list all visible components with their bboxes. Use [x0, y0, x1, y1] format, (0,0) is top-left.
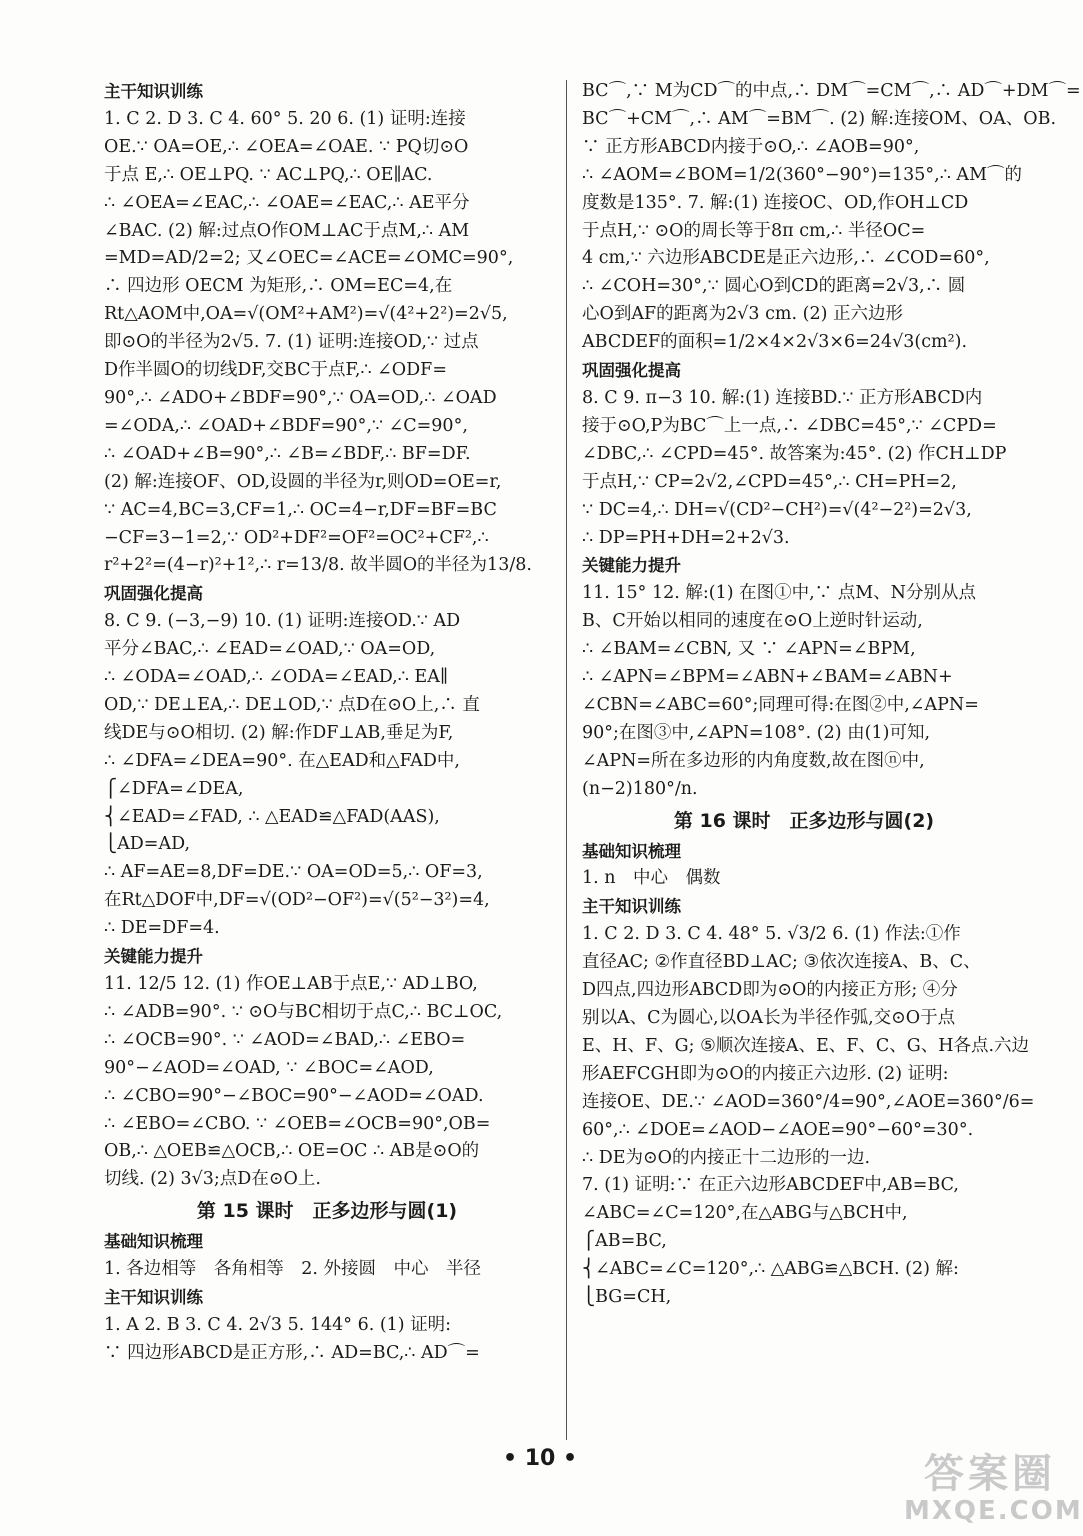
text-line: ∴ ∠EBO=∠CBO. ∵ ∠OEB=∠OCB=90°,OB= [104, 1113, 491, 1134]
section-heading: 巩固强化提高 [582, 361, 681, 381]
lesson-title: 第 16 课时 正多边形与圆(2) [673, 809, 935, 832]
text-line: ∠BAC. (2) 解:过点O作OM⊥AC于点M,∴ AM [104, 220, 470, 241]
text-line: ∴ DE为⊙O的内接正十二边形的一边. [582, 1147, 871, 1168]
text-line: 于点 E,∴ OE⊥PQ. ∵ AC⊥PQ,∴ OE∥AC. [104, 164, 433, 185]
text-line: 60°,∴ ∠DOE=∠AOD−∠AOE=90°−60°=30°. [582, 1119, 974, 1140]
text-line: OD,∵ DE⊥EA,∴ DE⊥OD,∵ 点D在⊙O上,∴ 直 [104, 694, 480, 715]
text-line: ∵ AC=4,BC=3,CF=1,∴ OC=4−r,DF=BF=BC [104, 499, 497, 520]
text-line: ∴ ∠DFA=∠DEA=90°. 在△EAD和△FAD中, [104, 750, 460, 771]
text-line: 即⊙O的半径为2√5. 7. (1) 证明:连接OD,∵ 过点 [104, 332, 479, 353]
text-line: ∠CBN=∠ABC=60°;同理可得:在图②中,∠APN= [582, 694, 979, 715]
text-line: 接于⊙O,P为BC⌒上一点,∴ ∠DBC=45°,∵ ∠CPD= [582, 415, 997, 436]
text-line: =∠ODA,∴ ∠OAD+∠BDF=90°,∵ ∠C=90°, [104, 415, 468, 436]
text-line: 于点H,∵ ⊙O的周长等于8π cm,∴ 半径OC= [582, 220, 926, 241]
watermark-bottom: MXQE.COM [904, 1496, 1083, 1526]
text-line: ∴ ∠COH=30°,∵ 圆心O到CD的距离=2√3,∴ 圆 [582, 276, 966, 297]
text-line: ∴ ∠OAD+∠B=90°,∴ ∠B=∠BDF,∴ BF=DF. [104, 443, 471, 464]
text-line: 11. 12/5 12. (1) 作OE⊥AB于点E,∵ AD⊥BO, [104, 974, 478, 994]
text-line: ∴ ∠OCB=90°. ∵ ∠AOD=∠BAD,∴ ∠EBO= [104, 1029, 466, 1050]
text-line: ∴ DE=DF=4. [104, 918, 220, 939]
text-line: 直径AC; ②作直径BD⊥AC; ③依次连接A、B、C、 [582, 952, 981, 973]
text-line: 形AEFCGH即为⊙O的内接正六边形. (2) 证明: [582, 1063, 949, 1084]
text-line: ⎩BG=CH, [582, 1287, 672, 1308]
text-line: (n−2)180°/n. [582, 778, 698, 799]
text-line: ∴ ∠BAM=∠CBN, 又 ∵ ∠APN=∠BPM, [582, 639, 916, 660]
section-heading: 关键能力提升 [104, 947, 203, 967]
text-line: 4 cm,∵ 六边形ABCDE是正六边形,∴ ∠COD=60°, [582, 248, 990, 269]
text-line: OB,∴ △OEB≌△OCB,∴ OE=OC ∴ AB是⊙O的 [104, 1141, 480, 1162]
text-line: ⎩AD=AD, [104, 834, 191, 855]
text-line: ∵ 四边形ABCD是正方形,∴ AD=BC,∴ AD⌒= [104, 1342, 480, 1363]
text-line: ∴ AF=AE=8,DF=DE.∵ OA=OD=5,∴ OF=3, [104, 862, 483, 883]
text-line: ∴ ∠OEA=∠EAC,∴ ∠OAE=∠EAC,∴ AE平分 [104, 192, 470, 213]
text-line: 8. C 9. (−3,−9) 10. (1) 证明:连接OD.∵ AD [104, 611, 461, 632]
text-line: ⎧∠DFA=∠DEA, [104, 778, 244, 799]
text-line: ∴ ∠APN=∠BPM=∠ABN+∠BAM=∠ABN+ [582, 667, 953, 688]
text-line: 11. 15° 12. 解:(1) 在图①中,∵ 点M、N分别从点 [582, 583, 976, 604]
watermark-top: 答案圈 [924, 1451, 1056, 1497]
text-line: 线DE与⊙O相切. (2) 解:作DF⊥AB,垂足为F, [104, 722, 454, 743]
column-divider [566, 80, 567, 1440]
text-line: 度数是135°. 7. 解:(1) 连接OC、OD,作OH⊥CD [582, 192, 969, 213]
page-number: • 10 • [502, 1446, 578, 1471]
text-line: ⎨∠EAD=∠FAD, ∴ △EAD≌△FAD(AAS), [104, 806, 440, 827]
text-line: 1. C 2. D 3. C 4. 60° 5. 20 6. (1) 证明:连接 [104, 108, 466, 129]
text-line: 切线. (2) 3√3;点D在⊙O上. [104, 1169, 321, 1190]
text-line: ∠APN=所在多边形的内角度数,故在图ⓝ中, [582, 750, 925, 771]
text-line: 1. n 中心 偶数 [582, 868, 721, 889]
section-heading: 主干知识训练 [104, 82, 203, 101]
text-line: (2) 解:连接OF、OD,设圆的半径为r,则OD=OE=r, [104, 471, 502, 492]
text-line: 1. A 2. B 3. C 4. 2√3 5. 144° 6. (1) 证明: [104, 1314, 452, 1335]
text-line: 于点H,∵ CP=2√2,∠CPD=45°,∴ CH=PH=2, [582, 471, 957, 492]
text-line: 连接OE、DE.∵ ∠AOD=360°/4=90°,∠AOE=360°/6= [582, 1091, 1035, 1112]
section-heading: 基础知识梳理 [582, 841, 681, 861]
text-line: ∴ ∠ODA=∠OAD,∴ ∠ODA=∠EAD,∴ EA∥ [104, 667, 448, 688]
text-line: 在Rt△DOF中,DF=√(OD²−OF²)=√(5²−3²)=4, [104, 890, 490, 911]
text-line: ∴ ∠ADB=90°. ∵ ⊙O与BC相切于点C,∴ BC⊥OC, [104, 1001, 503, 1022]
text-line: D作半圆O的切线DF,交BC于点F,∴ ∠ODF= [104, 360, 447, 381]
text-line: BC⌒,∵ M为CD⌒的中点,∴ DM⌒=CM⌒,∴ AD⌒+DM⌒= [582, 81, 1081, 101]
text-line: 1. C 2. D 3. C 4. 48° 5. √3/2 6. (1) 作法:①作 [582, 924, 961, 945]
section-heading: 主干知识训练 [582, 897, 681, 917]
right-column [582, 78, 1081, 1312]
text-line: ∠DBC,∴ ∠CPD=45°. 故答案为:45°. (2) 作CH⊥DP [582, 443, 1007, 464]
lesson-title: 第 15 课时 正多边形与圆(1) [196, 1200, 458, 1223]
watermark-logo [904, 1451, 1083, 1536]
text-line: ∴ DP=PH+DH=2+2√3. [582, 527, 790, 548]
text-line: E、H、F、G; ⑤顺次连接A、E、F、C、G、H各点.六边 [582, 1035, 1030, 1056]
text-line: 7. (1) 证明:∵ 在正六边形ABCDEF中,AB=BC, [582, 1175, 959, 1196]
text-line: ∵ 正方形ABCD内接于⊙O,∴ ∠AOB=90°, [582, 136, 920, 157]
section-heading: 关键能力提升 [582, 556, 681, 576]
text-line: 1. 各边相等 各角相等 2. 外接圆 中心 半径 [104, 1259, 482, 1280]
text-line: 平分∠BAC,∴ ∠EAD=∠OAD,∵ OA=OD, [104, 639, 436, 660]
text-line: ∵ DC=4,∴ DH=√(CD²−CH²)=√(4²−2²)=2√3, [582, 499, 972, 520]
text-line: 90°−∠AOD=∠OAD, ∵ ∠BOC=∠AOD, [104, 1057, 434, 1078]
text-line: OE.∵ OA=OE,∴ ∠OEA=∠OAE. ∵ PQ切⊙O [104, 136, 469, 157]
text-line: ⎧AB=BC, [582, 1231, 667, 1252]
text-line: D四点,四边形ABCD即为⊙O的内接正方形; ④分 [582, 980, 958, 1001]
text-line: r²+2²=(4−r)²+1²,∴ r=13/8. 故半圆O的半径为13/8. [104, 555, 532, 576]
text-line: B、C开始以相同的速度在⊙O上逆时针运动, [582, 611, 923, 632]
text-line: −CF=3−1=2,∵ OD²+DF²=OF²=OC²+CF²,∴ [104, 527, 489, 548]
text-line: Rt△AOM中,OA=√(OM²+AM²)=√(4²+2²)=2√5, [104, 304, 508, 325]
text-line: ⎨∠ABC=∠C=120°,∴ △ABG≌△BCH. (2) 解: [582, 1259, 959, 1280]
left-column [104, 78, 550, 1368]
text-line: ∴ 四边形 OECM 为矩形,∴ OM=EC=4,在 [104, 276, 453, 297]
section-heading: 基础知识梳理 [104, 1232, 203, 1252]
section-heading: 巩固强化提高 [104, 584, 203, 604]
text-line: 8. C 9. π−3 10. 解:(1) 连接BD.∵ 正方形ABCD内 [582, 387, 983, 408]
text-line: 90°;在图③中,∠APN=108°. (2) 由(1)可知, [582, 722, 931, 743]
text-line: 90°,∴ ∠ADO+∠BDF=90°,∵ OA=OD,∴ ∠OAD [104, 387, 497, 408]
text-line: ∴ ∠CBO=90°−∠BOC=90°−∠AOD=∠OAD. [104, 1085, 484, 1106]
text-line: BC⌒+CM⌒,∴ AM⌒=BM⌒. (2) 解:连接OM、OA、OB. [582, 108, 1057, 129]
section-heading: 主干知识训练 [104, 1288, 203, 1308]
text-line: ∴ ∠AOM=∠BOM=1/2(360°−90°)=135°,∴ AM⌒的 [582, 164, 1022, 185]
text-line: ABCDEF的面积=1/2×4×2√3×6=24√3(cm²). [582, 332, 968, 353]
text-line: 别以A、C为圆心,以OA长为半径作弧,交⊙O于点 [582, 1008, 956, 1028]
text-line: ∠ABC=∠C=120°,在△ABG与△BCH中, [582, 1203, 908, 1224]
text-line: 心O到AF的距离为2√3 cm. (2) 正六边形 [582, 304, 903, 325]
text-line: =MD=AD/2=2; 又∠OEC=∠ACE=∠OMC=90°, [104, 248, 514, 269]
